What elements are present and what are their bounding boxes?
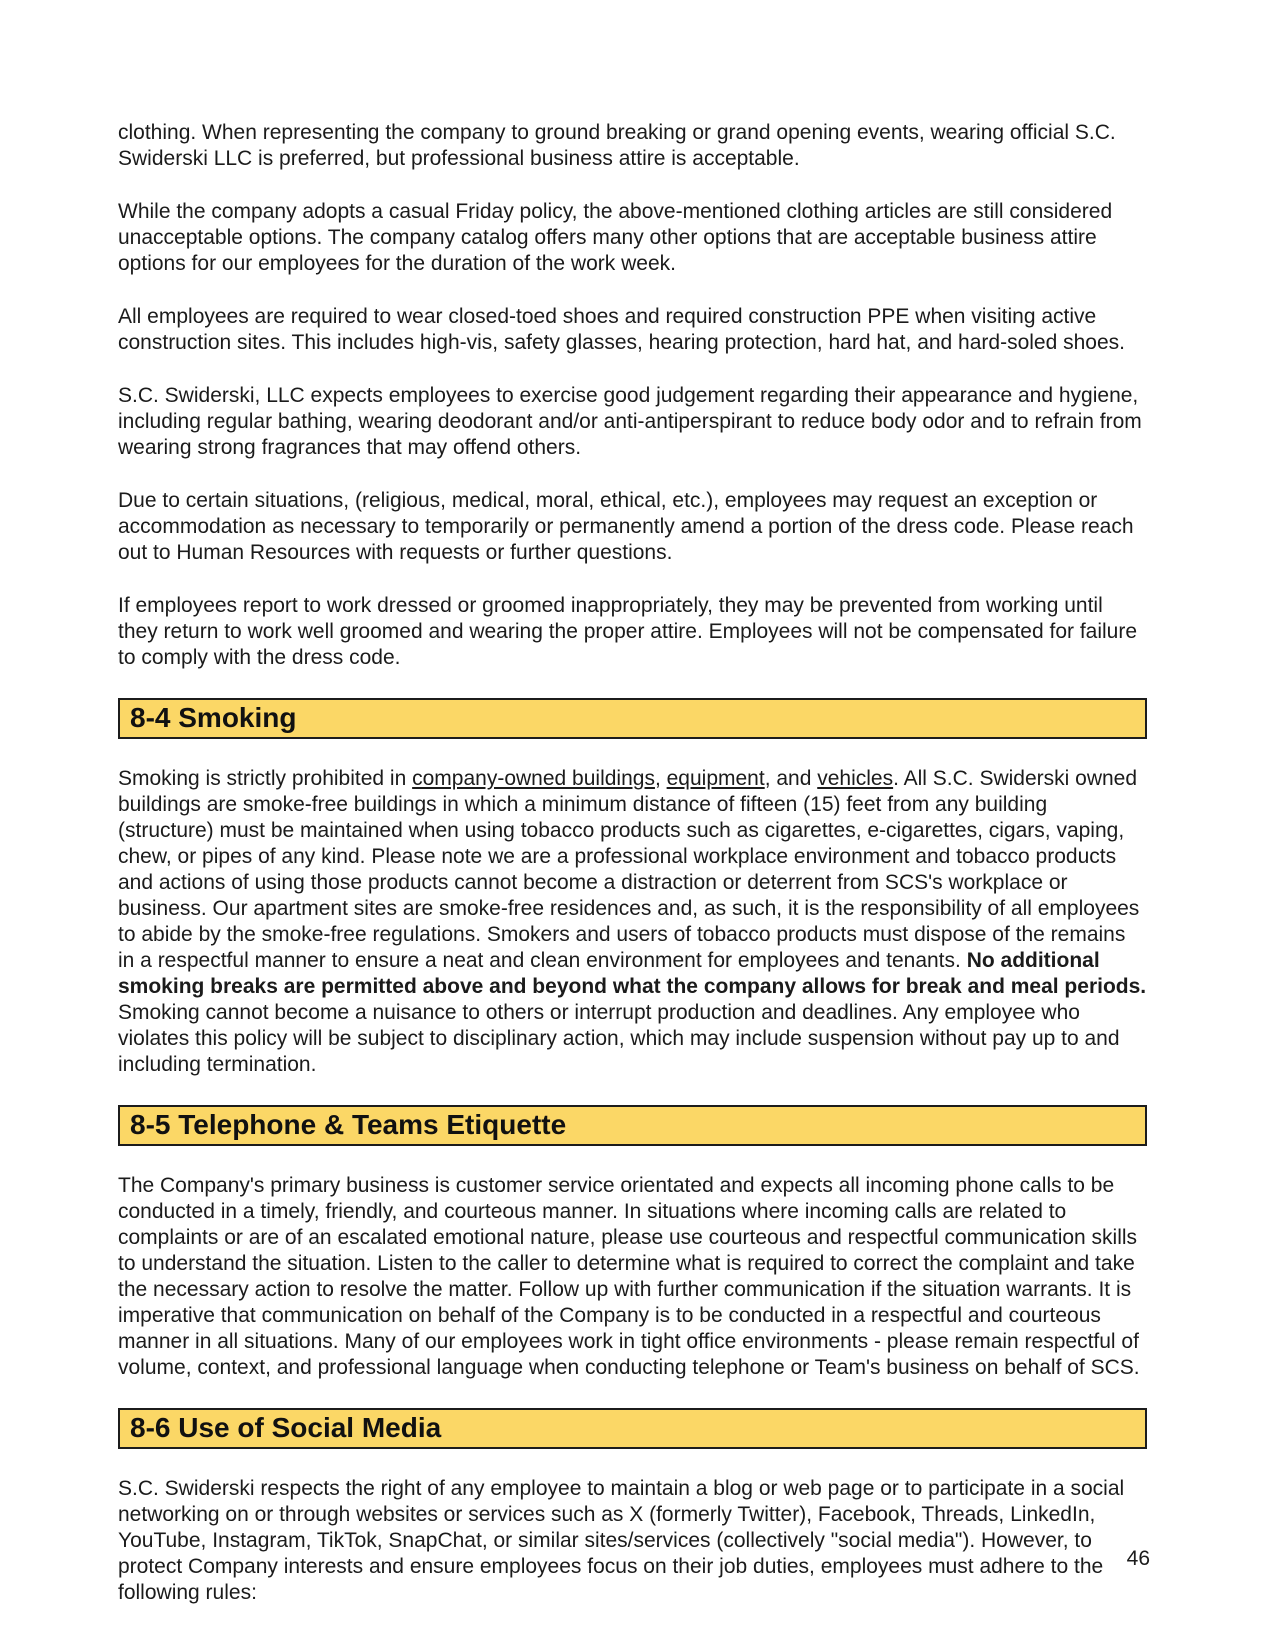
paragraph-casual-friday: While the company adopts a casual Friday policy, the above-mentioned clothing articles are still considered unacceptable options. The company catalog offers many other options that are acceptable business attire options for our employees for the duration of the work week. (118, 200, 1113, 275)
paragraph-smoking (118, 766, 1147, 1078)
paragraph-clothing-continued: clothing. When representing the company to ground breaking or grand opening events, wearing official S.C. Swiderski LLC is preferred, but professional business attire is acceptable. (118, 121, 1116, 170)
smoking-underlined-term-equipment: equipment (666, 767, 765, 790)
smoking-tail-text: Smoking cannot become a nuisance to others or interrupt production and deadlines. Any employee who violates this policy will be subject to disciplinary action, which may include suspension without pay up to and including termination. (118, 1001, 1120, 1076)
paragraph-accommodation: Due to certain situations, (religious, medical, moral, ethical, etc.), employees may request an exception or accommodation as necessary to temporarily or permanently amend a portion of the dress code. Please reach out to Human Resources with requests or further questions. (118, 489, 1134, 564)
smoking-bold-sentence: No additional smoking breaks are permitted above and beyond what the company allows for break and meal periods. (118, 949, 1147, 998)
page-number: 46 (1126, 1547, 1150, 1570)
smoking-underlined-term-vehicles: vehicles (817, 767, 894, 790)
paragraph-noncompliance: If employees report to work dressed or groomed inappropriately, they may be prevented from working until they return to work well groomed and wearing the proper attire. Employees will not be compensated for failure to comply with the dress code. (118, 594, 1138, 669)
paragraph-social-media: S.C. Swiderski respects the right of any employee to maintain a blog or web page or to participate in a social networking on or through websites or services such as X (formerly Twitter), Facebook, Threads, LinkedIn, YouTube, Instagram, TikTok, SnapChat, or similar sites/services (collectively "social media"). However, to protect Company interests and ensure employees focus on their job duties, employees must adhere to the following rules: (118, 1477, 1125, 1604)
paragraph-construction-ppe: All employees are required to wear closed-toed shoes and required construction PPE when visiting active construction sites. This includes high-vis, safety glasses, hearing protection, hard hat, and hard-soled shoes. (118, 305, 1125, 354)
smoking-underlined-term-buildings: company-owned buildings (412, 767, 655, 790)
smoking-separator-1: , (654, 767, 667, 790)
paragraph-telephone-etiquette: The Company's primary business is customer service orientated and expects all incoming phone calls to be conducted in a timely, friendly, and courteous manner. In situations where incoming calls are related to complaints or are of an escalated emotional nature, please use courteous and respectful communication skills to understand the situation. Listen to the caller to determine what is required to correct the complaint and take the necessary action to resolve the matter. Follow up with further communication if the situation warrants. It is imperative that communication on behalf of the Company is to be conducted in a respectful and courteous manner in all situations. Many of our employees work in tight office environments - please remain respectful of volume, context, and professional language when conducting telephone or Team's business on behalf of SCS. (118, 1174, 1140, 1379)
paragraph-hygiene: S.C. Swiderski, LLC expects employees to exercise good judgement regarding their appearance and hygiene, including regular bathing, wearing deodorant and/or anti-antiperspirant to reduce body odor and to refrain from wearing strong fragrances that may offend others. (118, 384, 1142, 459)
smoking-separator-2: , and (764, 767, 818, 790)
smoking-intro-text: Smoking is strictly prohibited in (118, 767, 413, 790)
smoking-body-text: . All S.C. Swiderski owned buildings are smoke-free buildings in which a minimum distance of fifteen (15) feet from any building (structure) must be maintained when using tobacco products such as cigarettes, e-cigarettes, cigars, vaping, chew, or pipes of any kind. Please note we are a professional workplace environment and tobacco products and actions of using those products cannot become a distraction or deterrent from SCS's workplace or business. Our apartment sites are smoke-free residences and, as such, it is the responsibility of all employees to abide by the smoke-free regulations. Smokers and users of tobacco products must dispose of the remains in a respectful manner to ensure a neat and clean environment for employees and tenants. (118, 767, 1140, 972)
section-heading-telephone-teams-etiquette: 8-5 Telephone & Teams Etiquette (118, 1105, 1147, 1146)
section-heading-use-of-social-media: 8-6 Use of Social Media (118, 1408, 1147, 1449)
section-heading-smoking: 8-4 Smoking (118, 698, 1147, 739)
